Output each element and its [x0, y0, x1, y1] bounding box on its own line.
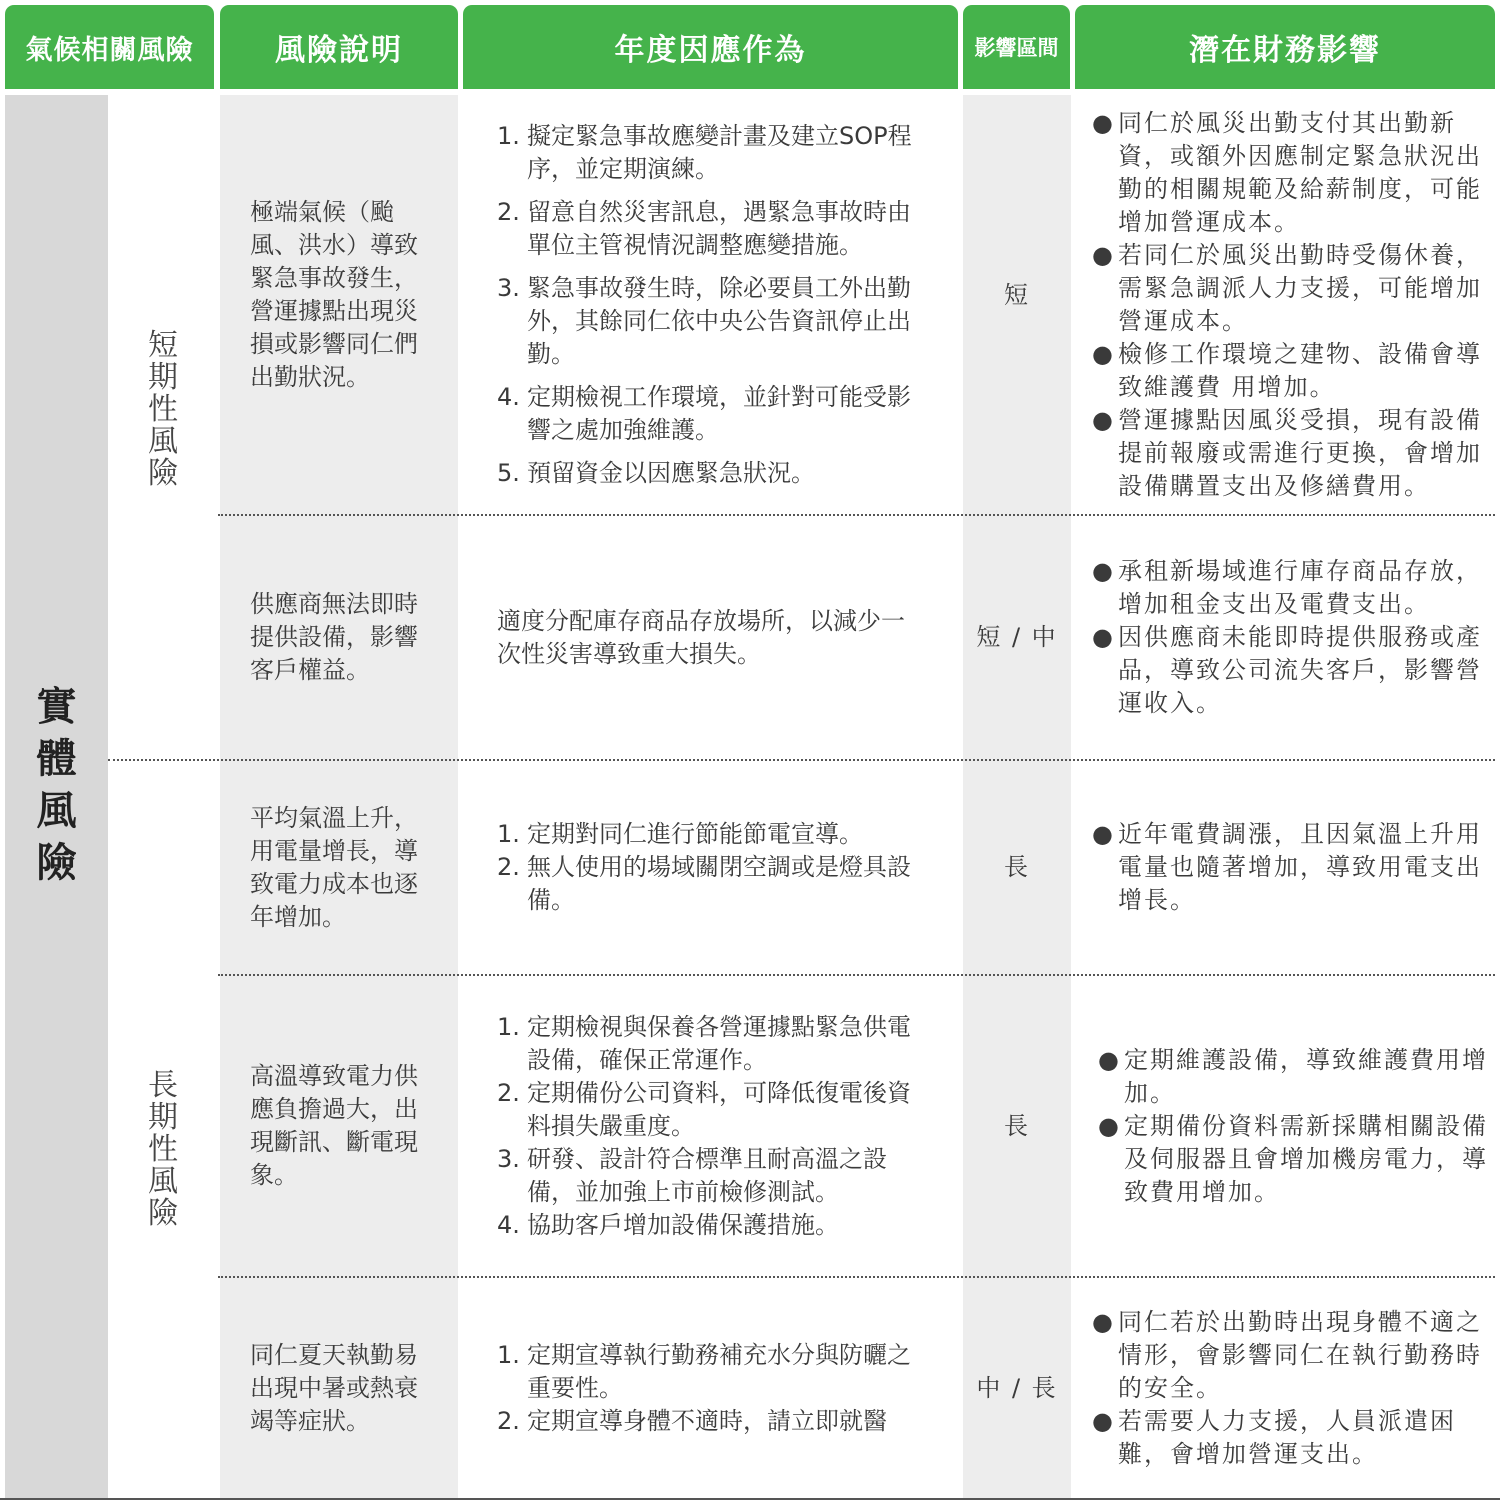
header-climate-risk: 氣候相關風險 [5, 5, 214, 89]
response-item: 3. 緊急事故發生時，除必要員工外出勤外，其餘同仁依中央公告資訊停止出勤。 [497, 274, 911, 368]
bullet-icon: ● [1092, 406, 1113, 434]
financial-item: ● 檢修工作環境之建物、設備會導致維護費 用增加。 [1092, 340, 1482, 401]
row-divider [218, 1276, 1495, 1278]
response-item: 1. 定期檢視與保養各營運據點緊急供電設備，確保正常運作。 [497, 1012, 911, 1074]
table-bottom-border [0, 1498, 1500, 1500]
impact-range: 長 [1004, 853, 1030, 881]
financial-item: ● 同仁若於出勤時出現身體不適之情形，會影響同仁在執行勤務時的安全。 [1092, 1307, 1482, 1402]
bullet-icon: ● [1098, 1111, 1119, 1140]
response-list [497, 980, 927, 1272]
category-divider [108, 759, 1495, 761]
financial-item: ● 若需要人力支援，人員派遣困難，會增加營運支出。 [1092, 1406, 1456, 1468]
response-item: 1. 定期宣導執行勤務補充水分與防曬之重要性。 [497, 1340, 911, 1402]
bullet-icon: ● [1092, 623, 1113, 651]
bullet-icon: ● [1092, 557, 1113, 585]
response-item: 4. 協助客戶增加設備保護措施。 [497, 1210, 839, 1239]
impact-range: 中 / 長 [976, 1373, 1058, 1402]
header-financial-impact: 潛在財務影響 [1075, 5, 1495, 89]
impact-range: 長 [1004, 1111, 1030, 1140]
response-item: 5. 預留資金以因應緊急狀況。 [497, 459, 815, 487]
response-item: 4. 定期檢視工作環境，並針對可能受影響之處加強維護。 [497, 383, 911, 444]
header-annual-response: 年度因應作為 [463, 5, 958, 89]
financial-item: ● 同仁於風災出勤支付其出勤新資，或額外因應制定緊急狀況出勤的相關規範及給薪制度，可能增加營運成本。 [1092, 109, 1482, 236]
response-list [497, 100, 927, 510]
financial-item: ● 承租新場域進行庫存商品存放，增加租金支出及電費支出。 [1092, 557, 1482, 618]
financial-item: ● 因供應商未能即時提供服務或產品，導致公司流失客戶，影響營運收入。 [1092, 623, 1482, 717]
response-item: 2. 定期宣導身體不適時，請立即就醫 [497, 1406, 887, 1435]
response-item: 2. 無人使用的場域關閉空調或是燈具設備。 [497, 853, 911, 914]
financial-impact-list [1092, 520, 1494, 755]
impact-range: 短 / 中 [976, 623, 1058, 651]
risk-description: 高溫導致電力供應負擔過大，出現斷訊、斷電現象。 [250, 1062, 418, 1189]
impact-range: 短 [1004, 280, 1030, 309]
financial-impact-list [1092, 765, 1494, 970]
response-text: 適度分配庫存商品存放場所，以減少一次性災害導致重大損失。 [497, 606, 905, 668]
main-category-physical-risk: 實 體 風 險 [36, 684, 77, 886]
bullet-icon: ● [1092, 1307, 1113, 1336]
bullet-icon: ● [1092, 1406, 1113, 1435]
financial-item: ● 營運據點因風災受損，現有設備提前報廢或需進行更換，會增加設備購置支出及修繕費用。 [1092, 406, 1482, 500]
response-item: 3. 研發、設計符合標準且耐高溫之設備，並加強上市前檢修測試。 [497, 1144, 887, 1206]
response-item: 2. 定期備份公司資料，可降低復電後資料損失嚴重度。 [497, 1078, 911, 1140]
financial-item: ● 定期維護設備，導致維護費用增加。 [1098, 1045, 1488, 1107]
response-item: 1. 擬定緊急事故應變計畫及建立SOP程序，並定期演練。 [497, 122, 912, 183]
row-divider [218, 974, 1495, 976]
financial-item: ● 近年電費調漲，且因氣溫上升用電量也隨著增加，導致用電支出增長。 [1092, 820, 1482, 914]
financial-item: ● 定期備份資料需新採購相關設備及伺服器且會增加機房電力，導致費用增加。 [1098, 1111, 1488, 1206]
bullet-icon: ● [1092, 820, 1113, 848]
sub-category-long-term: 長 期 性 風 險 [148, 1068, 178, 1231]
bullet-icon: ● [1092, 340, 1113, 368]
bullet-icon: ● [1098, 1045, 1119, 1074]
risk-description: 同仁夏天執勤易出現中暑或熱衰竭等症狀。 [250, 1340, 418, 1435]
row-divider [218, 514, 1495, 516]
risk-description: 平均氣溫上升，用電量增長，導致電力成本也逐年增加。 [250, 803, 418, 931]
risk-description: 供應商無法即時提供設備，影響客戶權益。 [250, 590, 418, 684]
financial-item: ● 若同仁於風災出勤時受傷休養，需緊急調派人力支援，可能增加營運成本。 [1092, 241, 1482, 335]
bullet-icon: ● [1092, 241, 1113, 269]
risk-description: 極端氣候（颱風、洪水）導致緊急事故發生，營運據點出現災損或影響同仁們出勤狀況。 [250, 198, 418, 391]
header-impact-range: 影響區間 [963, 5, 1070, 89]
financial-impact-list [1092, 1282, 1494, 1494]
sub-category-short-term: 短 期 性 風 險 [148, 328, 178, 491]
header-risk-description: 風險說明 [220, 5, 458, 89]
financial-impact-list [1098, 980, 1494, 1272]
response-item: 1. 定期對同仁進行節能節電宣導。 [497, 820, 863, 848]
financial-impact-list [1092, 100, 1494, 510]
response-list [497, 765, 927, 970]
bullet-icon: ● [1092, 109, 1113, 137]
response-item: 2. 留意自然災害訊息，遇緊急事故時由單位主管視情況調整應變措施。 [497, 198, 911, 259]
response-list [497, 1282, 927, 1494]
